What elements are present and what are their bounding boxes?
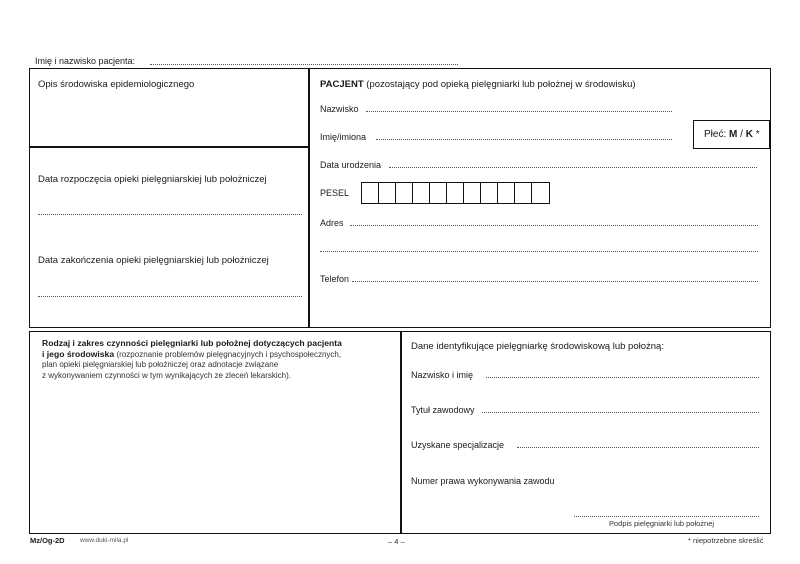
nurse-box [400,331,771,534]
pesel-cell[interactable] [532,183,549,203]
signature-label: Podpis pielęgniarki lub położnej [609,519,715,528]
care-start-field[interactable] [38,214,302,215]
footnote: * niepotrzebne skreślić [688,536,764,545]
birth-date-label: Data urodzenia [320,160,382,170]
pesel-cell[interactable] [396,183,413,203]
surname-label: Nazwisko [320,104,359,114]
gender-label: Płeć: [704,129,727,140]
care-end-label: Data zakończenia opieki pielęgniarskiej lub położniczej [38,255,269,266]
care-start-label: Data rozpoczęcia opieki pielęgniarskiej lub położniczej [38,174,267,185]
address-field-line2[interactable] [320,251,758,252]
pesel-cell[interactable] [498,183,515,203]
pesel-cell[interactable] [481,183,498,203]
names-label: Imię/imiona [320,132,367,142]
pesel-cell[interactable] [464,183,481,203]
page-number: – 4 – [388,537,405,546]
nurse-title-field[interactable] [482,412,759,413]
gender-asterisk: * [755,129,760,140]
phone-label: Telefon [320,274,350,284]
pesel-cell[interactable] [379,183,396,203]
phone-field[interactable] [352,281,758,282]
pesel-cell[interactable] [447,183,464,203]
patient-name-label: Imię i nazwisko pacjenta: [35,56,136,66]
gender-row [704,129,760,140]
surname-field[interactable] [366,111,672,112]
website-link[interactable]: www.duki-mila.pl [80,537,129,544]
address-field-line1[interactable] [350,225,758,226]
names-field[interactable] [376,139,672,140]
epi-label: Opis środowiska epidemiologicznego [38,79,195,90]
activities-line-4: z wykonywaniem czynności w tym wynikających ze zleceń lekarskich). [42,370,291,380]
activities-line-3: plan opieki pielęgniarskiej lub położniczej oraz adnotacje związane [42,360,279,370]
activities-line-1: Rodzaj i zakres czynności pielęgniarki lub położnej dotyczących pacjenta [42,338,342,348]
signature-field[interactable] [574,516,759,517]
pesel-cells [361,182,550,204]
address-label: Adres [320,218,344,228]
pesel-cell[interactable] [430,183,447,203]
form-code: Mz/Og-2D [30,536,65,545]
gender-m-option[interactable]: M [729,129,738,140]
gender-k-option[interactable]: K [745,129,753,140]
care-end-field[interactable] [38,296,302,297]
nurse-name-label: Nazwisko i imię [411,370,474,380]
patient-name-field[interactable] [150,64,458,65]
pesel-cell[interactable] [413,183,430,203]
nurse-name-field[interactable] [486,377,759,378]
patient-heading [320,79,636,90]
pesel-label: PESEL [320,188,350,198]
activities-line-2: i jego środowiska (rozpoznanie problemów pielęgnacyjnych i psychospołecznych, [42,348,342,359]
patient-subtitle: (pozostający pod opieką pielęgniarki lub położnej w środowisku) [366,79,636,90]
pesel-cell[interactable] [515,183,532,203]
nurse-heading: Dane identyfikujące pielęgniarkę środowiskową lub położną: [411,341,664,352]
nurse-license-label: Numer prawa wykonywania zawodu [411,476,555,486]
nurse-spec-field[interactable] [517,447,759,448]
nurse-spec-label: Uzyskane specjalizacje [411,440,505,450]
activities-text [42,338,342,381]
pesel-cell[interactable] [362,183,379,203]
gender-separator: / [740,129,743,140]
patient-title: PACJENT [320,79,364,90]
birth-date-field[interactable] [389,167,757,168]
nurse-title-label: Tytuł zawodowy [411,405,475,415]
